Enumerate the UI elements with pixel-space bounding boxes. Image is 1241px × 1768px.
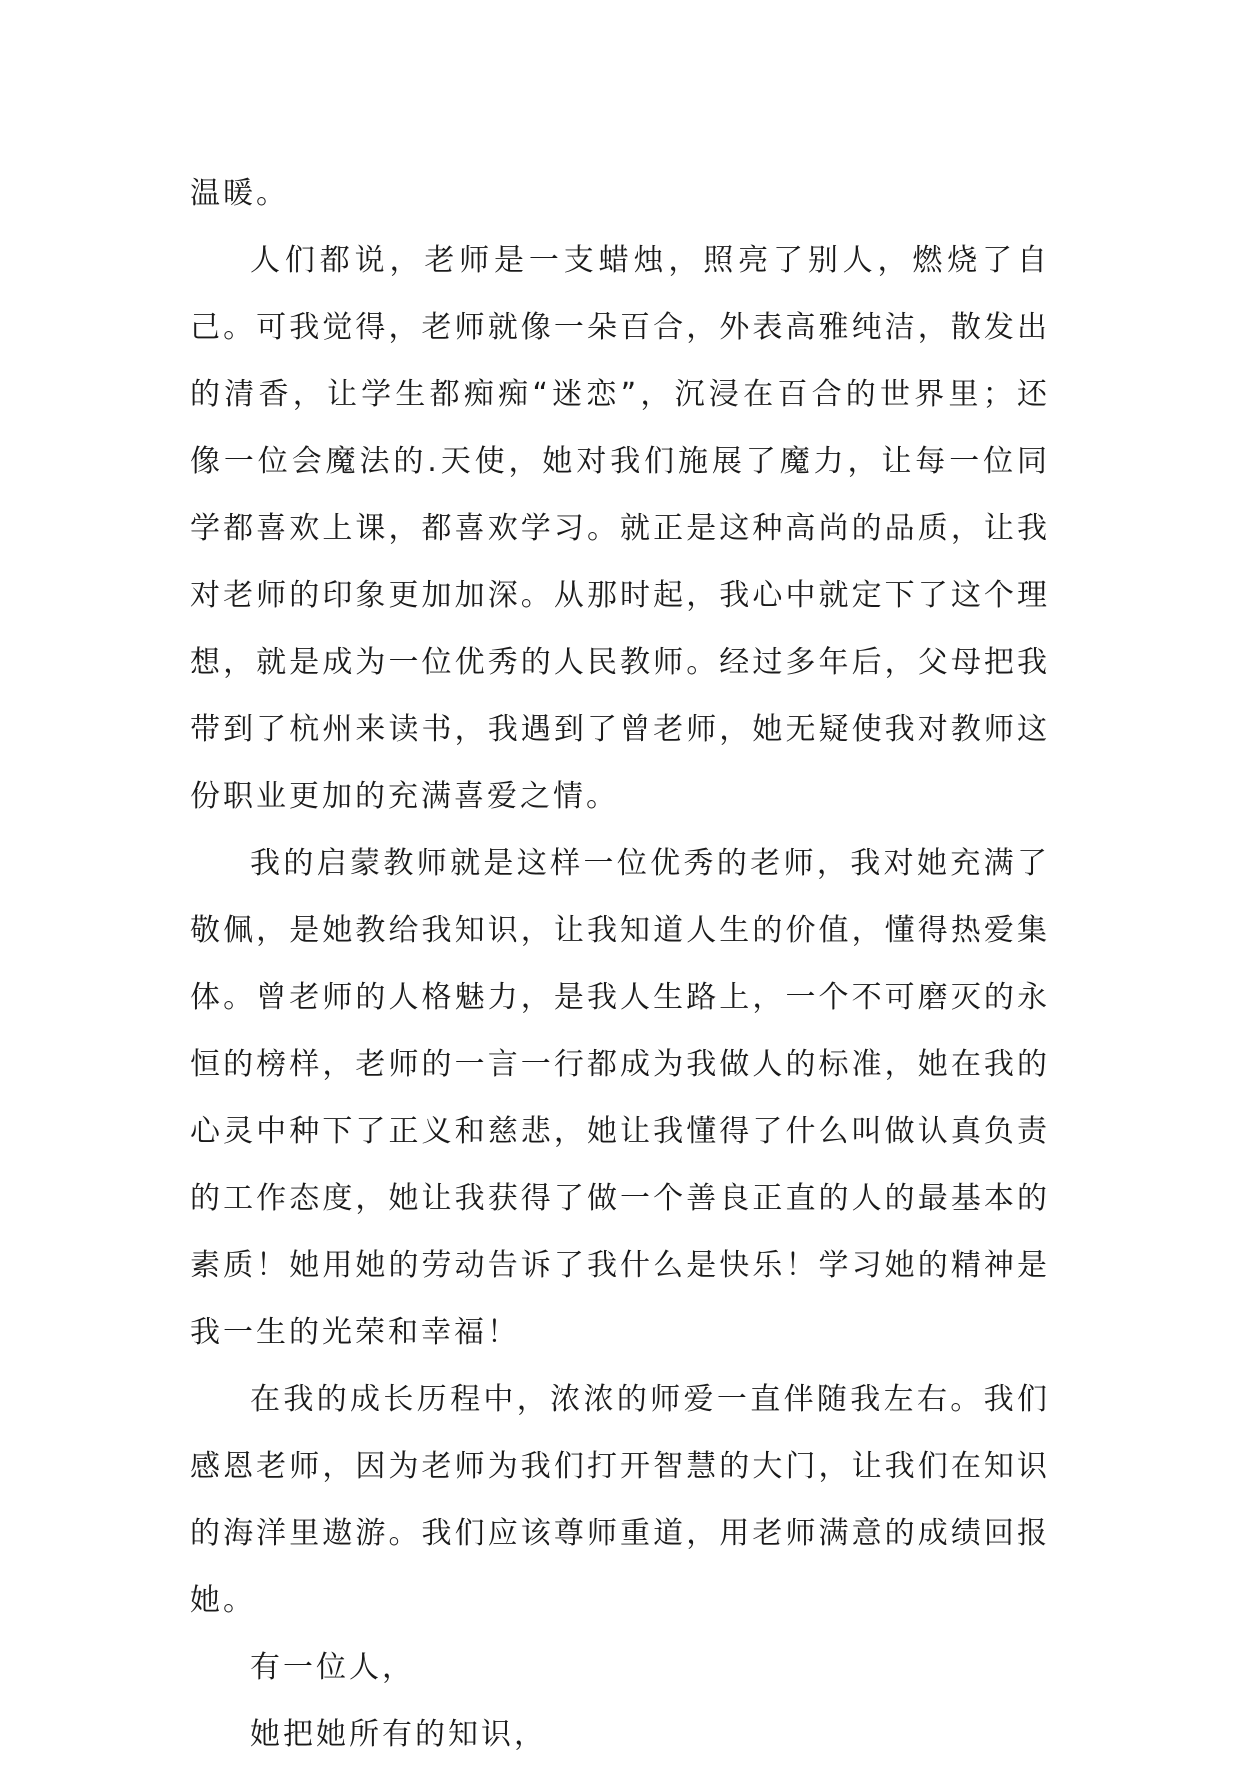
- paragraph-continuation: 温暖。: [190, 176, 289, 211]
- paragraph-growth-gratitude: 在我的成长历程中，浓浓的师爱一直伴随我左右。我们感恩老师，因为老师为我们打开智慧的大门，让我们在知识的海洋里遨游。我们应该尊师重道，用老师满意的成绩回报她。: [190, 1382, 1050, 1618]
- document-body: [190, 160, 1050, 1768]
- poem-line-2: 她把她所有的知识，: [250, 1717, 547, 1752]
- poem-line-1: 有一位人，: [250, 1650, 415, 1685]
- paragraph-candle-lily: 人们都说，老师是一支蜡烛，照亮了别人，燃烧了自己。可我觉得，老师就像一朵百合，外表高雅纯洁，散发出的清香，让学生都痴痴“迷恋”，沉浸在百合的世界里；还像一位会魔法的.天使，她对我们施展了魔力，让每一位同学都喜欢上课，都喜欢学习。就正是这种高尚的品质，让我对老师的印象更加加深。从那时起，我心中就定下了这个理想，就是成为一位优秀的人民教师。经过多年后，父母把我带到了杭州来读书，我遇到了曾老师，她无疑使我对教师这份职业更加的充满喜爱之情。: [190, 243, 1050, 814]
- paragraph-enlightenment-teacher: 我的启蒙教师就是这样一位优秀的老师，我对她充满了敬佩，是她教给我知识，让我知道人生的价值，懂得热爱集体。曾老师的人格魅力，是我人生路上，一个不可磨灭的永恒的榜样，老师的一言一行都成为我做人的标准，她在我的心灵中种下了正义和慈悲，她让我懂得了什么叫做认真负责的工作态度，她让我获得了做一个善良正直的人的最基本的素质！她用她的劳动告诉了我什么是快乐！学习她的精神是我一生的光荣和幸福！: [190, 846, 1050, 1350]
